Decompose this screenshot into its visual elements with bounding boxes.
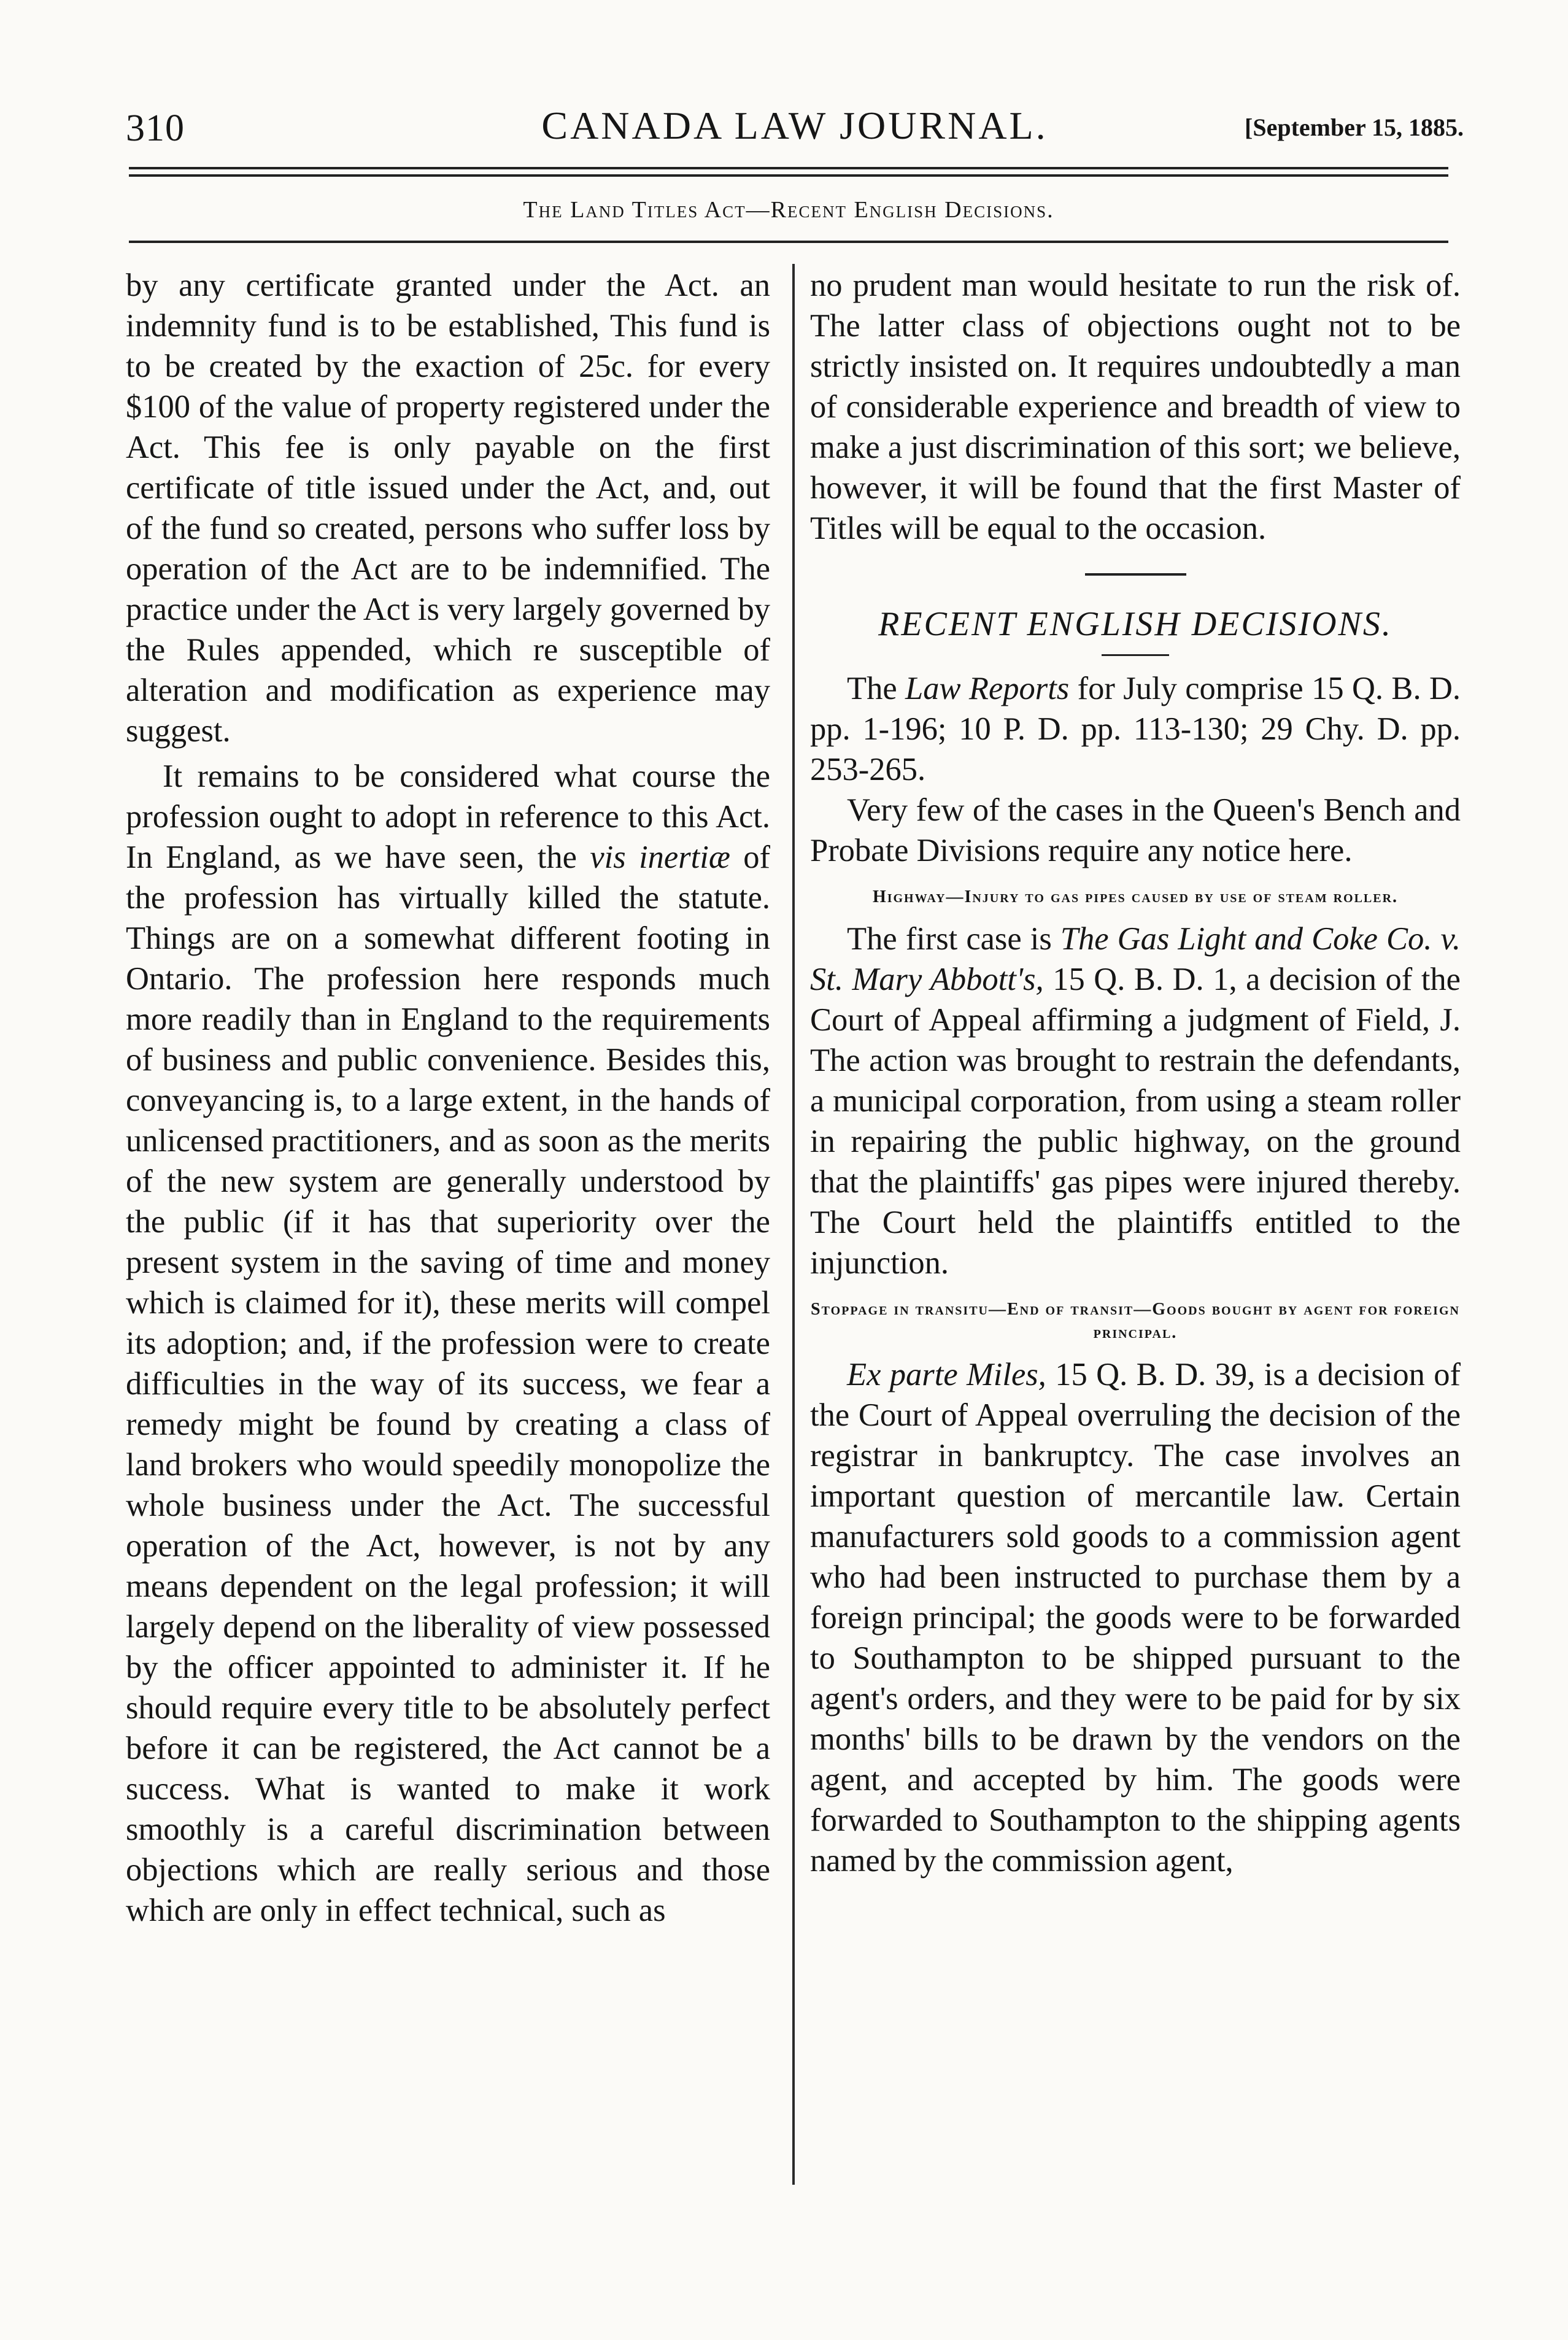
title-underline-rule (1102, 654, 1169, 656)
case-heading-2: Stoppage in transitu—End of transit—Goods bought by agent for foreign principal. (811, 1300, 1460, 1342)
right-paragraph-4 (810, 919, 1461, 1283)
right-column (810, 265, 1461, 1881)
article-title: RECENT ENGLISH DECISIONS. (878, 605, 1392, 643)
right-paragraph-5-text-b: 15 Q. B. D. 39, is a decision of the Court of Appeal overruling the decision of the registrar in bankruptcy. The case involves an important question of mercantile law. Certain manufacturers sold goods to a commission agent who had been instructed to purchase them by a foreign principal; the goods were to be forwarded to Southampton to be shipped pursuant to the agent's orders, and they were to be paid for by six months' bills to be drawn by the vendors on the agent, and accepted by him. The goods were forwarded to Southampton to the shipping agents named by the commission agent, (810, 1357, 1461, 1879)
right-paragraph-5 (810, 1354, 1461, 1881)
section-heading: The Land Titles Act—Recent English Decisions. (523, 197, 1054, 223)
left-column (126, 265, 770, 1931)
case-heading-1: Highway—Injury to gas pipes caused by use of steam roller. (872, 887, 1399, 906)
page-number: 310 (126, 107, 185, 149)
right-paragraph-5-italic: Ex parte Miles, (847, 1357, 1046, 1392)
left-paragraph-2-italic: vis inertiæ (590, 840, 730, 875)
left-paragraph-2-text-a: It remains to be considered what course the profession ought to adopt in reference to this Act. In England, as we have seen, the (126, 759, 770, 875)
journal-title: CANADA LAW JOURNAL. (541, 104, 1048, 147)
running-head (126, 103, 1464, 158)
left-paragraph-2-text-b: of the profession has virtually killed the statute. Things are on a somewhat different footing in Ontario. The profession here responds much more readily than in England to the requirements of business and public convenience. Besides this, conveyancing is, to a large extent, in the hands of unlicensed practitioners, and as soon as the merits of the new system are generally understood by the public (if it has that superiority over the present system in the saving of time and money which is claimed for it), these merits will compel its adoption; and, if the profession were to create difficulties in the way of its success, we fear a remedy might be found by creating a class of land brokers who would speedily monopolize the whole business under the Act. The successful operation of the Act, however, is not by any means dependent on the legal profession; it will largely depend on the liberality of view possessed by the officer appointed to administer it. If he should require every title to be absolutely perfect before it can be registered, the Act cannot be a success. What is wanted to make it work smoothly is a careful discrimination between objections which are really serious and those which are only in effect technical, such as (126, 840, 771, 1928)
section-heading-rule (129, 241, 1448, 243)
right-paragraph-2-text-b: for July comprise 15 Q. B. D. pp. 1-196; 10 P. D. pp. 113-130; 29 Chy. D. pp. 253-265. (810, 671, 1461, 787)
header-double-rule (129, 167, 1448, 177)
section-divider-rule (1085, 573, 1186, 576)
right-paragraph-3: Very few of the cases in the Queen's Bench and Probate Divisions require any notice here. (810, 792, 1461, 868)
right-paragraph-4-italic: The Gas Light and Coke Co. v. St. Mary Abbott's, (810, 921, 1461, 997)
right-paragraph-2 (810, 668, 1461, 790)
issue-date: [September 15, 1885. (1245, 114, 1464, 141)
left-paragraph-2 (126, 756, 770, 1931)
right-paragraph-4-text-a: The first case is (847, 921, 1052, 957)
right-paragraph-1: no prudent man would hesitate to run the risk of. The latter class of objections ought not to be strictly insisted on. It requires undoubtedly a man of considerable experience and breadth of view to make a just discrimination of this sort; we believe, however, it will be found that the first Master of Titles will be equal to the occasion. (810, 268, 1461, 546)
right-paragraph-2-italic: Law Reports (905, 671, 1070, 706)
column-divider (792, 264, 795, 2185)
right-paragraph-4-text-b: 15 Q. B. D. 1, a decision of the Court of Appeal affirming a judgment of Field, J. The action was brought to restrain the defendants, a municipal corporation, from using a steam roller in repairing the public highway, on the ground that the plaintiffs' gas pipes were injured thereby. The Court held the plaintiffs entitled to the injunction. (810, 962, 1461, 1281)
right-paragraph-2-text-a: The (847, 671, 897, 706)
left-paragraph-1: by any certificate granted under the Act. an indemnity fund is to be established, This fund is to be created by the exaction of 25c. for every $100 of the value of property registered under the Act. This fee is only payable on the first certificate of title issued under the Act, and, out of the fund so created, persons who suffer loss by operation of the Act are to be indemnified. The practice under the Act is very largely governed by the Rules appended, which re susceptible of alteration and modification as experience may suggest. (126, 268, 770, 749)
